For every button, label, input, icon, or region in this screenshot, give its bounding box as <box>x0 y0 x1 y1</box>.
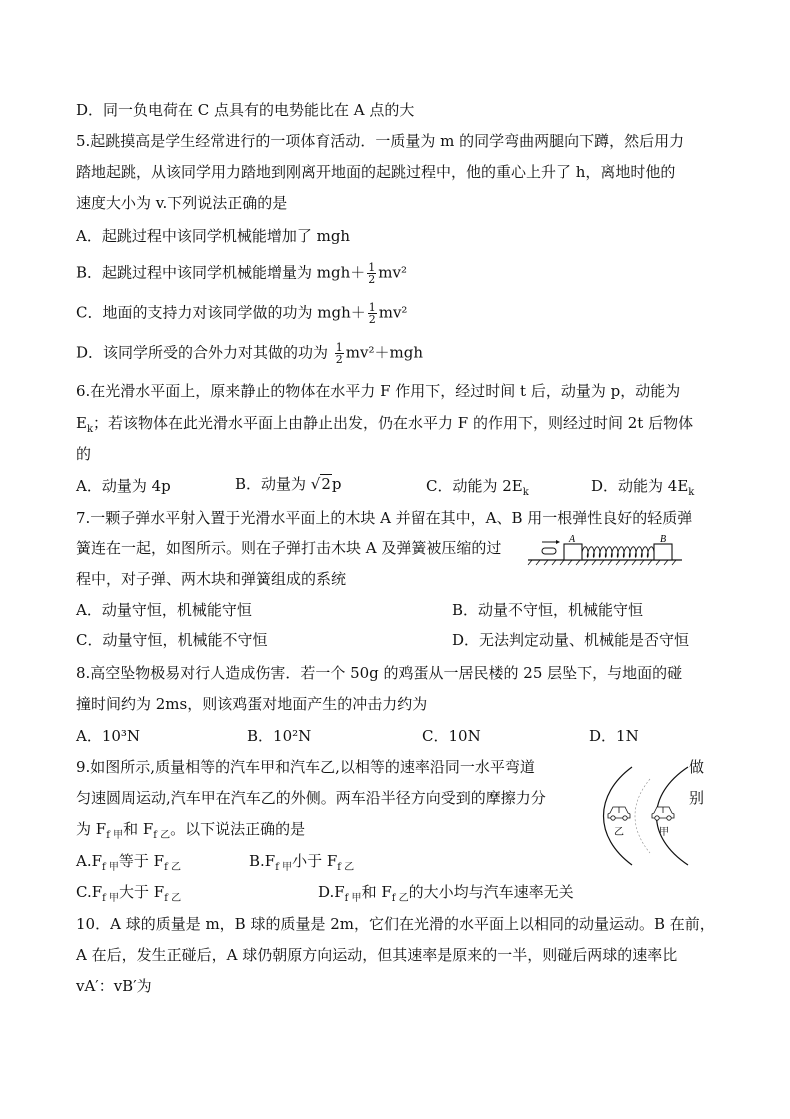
block-b <box>654 544 672 560</box>
q9-option-c-text: C.F <box>76 883 103 901</box>
q9-option-d-tail: 的大小均与汽车速率无关 <box>408 883 574 901</box>
q5-option-d <box>76 342 423 365</box>
ground-hatching <box>528 560 676 565</box>
f-jia-sub: f 甲 <box>106 830 124 841</box>
q6-option-c <box>426 476 529 503</box>
q9-option-a-text: 等于 F <box>118 852 165 870</box>
q9-stem-text: 为 F <box>76 820 107 838</box>
q6-option-a: A．动量为 4p <box>76 477 171 495</box>
f-yi-sub: f 乙 <box>391 893 409 904</box>
car-jia-icon <box>652 807 674 820</box>
q9-stem-line2: 匀速圆周运动,汽车甲在汽车乙的外侧。两车沿半径方向受到的摩擦力分 <box>76 789 546 807</box>
q6-option-c-text: C．动能为 2E <box>426 477 523 495</box>
q6-option-c-sub: k <box>522 487 529 498</box>
fraction-half <box>335 342 344 365</box>
bullet <box>542 548 556 554</box>
q6-option-b-tail: p <box>331 475 342 493</box>
car-jia-label: 甲 <box>659 827 669 838</box>
frac-numerator: 1 <box>368 261 376 274</box>
q5-stem-line1: 5.起跳摸高是学生经常进行的一项体育活动．一质量为 m 的同学弯曲两腿向下蹲，然后用力 <box>76 132 685 150</box>
q5-option-c <box>76 302 407 325</box>
q6-option-b-text: B．动量为 <box>235 475 311 493</box>
q9-option-b <box>249 851 354 878</box>
q9-option-b-text: B.F <box>249 852 276 870</box>
q9-stem-line1: 9.如图所示,质量相等的汽车甲和汽车乙,以相等的速率沿同一水平弯道 <box>76 758 535 776</box>
q9-option-d-text: 和 F <box>361 883 392 901</box>
q9-option-b-text: 小于 F <box>292 852 338 870</box>
frac-numerator: 1 <box>368 301 376 314</box>
q9-stem-text: 和 F <box>123 820 154 838</box>
q9-stem-line2-tail: 别 <box>689 789 705 807</box>
q6-ek-sub: k <box>86 424 94 435</box>
q5-option-c-text: C．地面的支持力对该同学做的功为 mgh＋ <box>76 303 366 322</box>
fraction-half <box>367 262 376 285</box>
q7-stem-line1: 7.一颗子弹水平射入置于光滑水平面上的木块 A 并留在其中，A、B 用一根弹性良好的轻质弹 <box>76 509 693 527</box>
q8-option-b: B．10²N <box>247 727 312 745</box>
spring-blocks-diagram <box>526 532 686 568</box>
q7-option-d: D．无法判定动量、机械能是否守恒 <box>452 631 690 649</box>
f-jia-sub: f 甲 <box>275 862 293 873</box>
q7-stem-line3: 程中，对子弹、两木块和弹簧组成的系统 <box>76 570 347 588</box>
block-b-label: B <box>660 534 667 545</box>
car-yi-icon <box>608 807 630 820</box>
q6-stem-line2 <box>76 413 693 440</box>
sqrt-radicand: 2 <box>321 475 331 493</box>
q8-option-a: A．10³N <box>76 727 141 745</box>
block-a <box>564 544 582 560</box>
q10-stem-line3: vA′：vB′为 <box>76 977 152 995</box>
sqrt-symbol: √2 <box>310 475 331 493</box>
block-a-label: A <box>569 534 576 545</box>
q9-stem-line1-tail: 做 <box>689 758 705 776</box>
q10-stem-line2: A 在后，发生正碰后，A 球仍朝原方向运动，但其速率是原来的一半，则碰后两球的速率比 <box>76 946 678 964</box>
q6-stem-line1: 6.在光滑水平面上，原来静止的物体在水平力 F 作用下，经过时间 t 后，动量为 p，动能为 <box>76 382 681 400</box>
q5-option-c-tail: mv² <box>378 303 408 322</box>
q5-option-a: A．起跳过程中该同学机械能增加了 mgh <box>76 227 351 245</box>
q6-option-d-sub: k <box>688 487 695 498</box>
q8-stem-line2: 撞时间约为 2ms，则该鸡蛋对地面产生的冲击力约为 <box>76 695 428 713</box>
q5-stem-line3: 速度大小为 v.下列说法正确的是 <box>76 194 288 212</box>
q6-option-d-text: D．动能为 4E <box>591 477 689 495</box>
q6-stem-line2-text: ；若该物体在此光滑水平面上由静止出发，仍在水平力 F 的作用下，则经过时间 2t 后物体 <box>93 414 694 432</box>
q5-option-b-tail: mv² <box>378 263 407 282</box>
q9-stem-line3 <box>76 819 305 846</box>
frac-denominator: 2 <box>335 353 343 366</box>
f-yi-sub: f 乙 <box>337 862 355 873</box>
q5-option-d-tail: mv²＋mgh <box>345 343 423 362</box>
q10-stem-line1: 10．A 球的质量是 m，B 球的质量是 2m，它们在光滑的水平面上以相同的动量运动。B 在前， <box>76 915 715 933</box>
q9-option-c <box>76 882 181 909</box>
q9-option-a <box>76 851 181 878</box>
f-yi-sub: f 乙 <box>164 862 181 873</box>
q7-option-c: C．动量守恒，机械能不守恒 <box>76 631 268 649</box>
q9-option-d <box>318 882 574 909</box>
q6-option-d <box>591 476 694 503</box>
q8-option-d: D．1N <box>589 727 639 745</box>
q7-option-b: B．动量不守恒，机械能守恒 <box>452 601 644 619</box>
q6-stem-line3: 的 <box>76 445 92 463</box>
q6-option-b <box>235 474 342 494</box>
q9-stem-text: 。以下说法正确的是 <box>170 820 306 838</box>
q7-option-a: A．动量守恒，机械能守恒 <box>76 601 252 619</box>
q8-stem-line1: 8.高空坠物极易对行人造成伤害．若一个 50g 的鸡蛋从一居民楼的 25 层坠下，与地面的碰 <box>76 664 683 682</box>
car-yi-label: 乙 <box>614 827 624 838</box>
q5-stem-line2: 踏地起跳，从该同学用力踏地到刚离开地面的起跳过程中，他的重心上升了 h，离地时他的 <box>76 163 676 181</box>
fraction-half <box>368 302 377 325</box>
q5-option-b-text: B．起跳过程中该同学机械能增量为 mgh＋ <box>76 263 366 282</box>
f-jia-sub: f 甲 <box>102 862 119 873</box>
q5-option-b <box>76 262 407 285</box>
q9-option-c-text: 大于 F <box>119 883 165 901</box>
frac-numerator: 1 <box>335 341 343 354</box>
frac-denominator: 2 <box>368 313 376 326</box>
q9-option-d-text: D.F <box>318 883 345 901</box>
arrowhead-icon <box>556 540 560 544</box>
q8-option-c: C．10N <box>422 727 481 745</box>
curved-road-diagram <box>588 765 698 867</box>
f-jia-sub: f 甲 <box>344 893 362 904</box>
q7-stem-line2: 簧连在一起，如图所示。则在子弹打击木块 A 及弹簧被压缩的过 <box>76 539 502 557</box>
f-jia-sub: f 甲 <box>102 893 120 904</box>
frac-denominator: 2 <box>368 273 376 286</box>
f-yi-sub: f 乙 <box>153 830 171 841</box>
f-yi-sub: f 乙 <box>164 893 182 904</box>
lane-divider <box>635 779 650 853</box>
q4-option-d: D．同一负电荷在 C 点具有的电势能比在 A 点的大 <box>76 101 415 119</box>
q5-option-d-text: D．该同学所受的合外力对其做的功为 <box>76 343 333 362</box>
q6-ek-symbol: E <box>76 414 87 432</box>
spring-coil <box>582 547 654 558</box>
q9-option-a-text: A.F <box>76 852 103 870</box>
